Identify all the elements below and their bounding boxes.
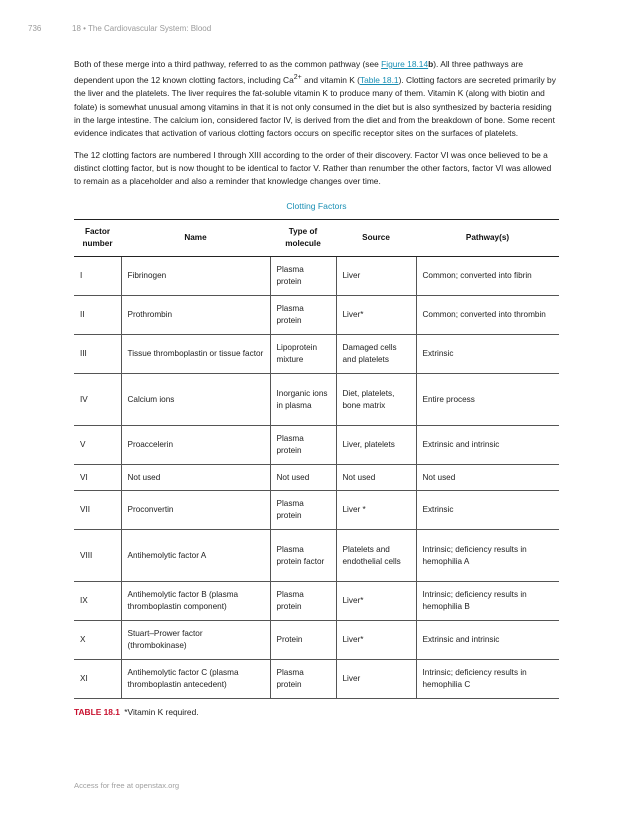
page-number: 736: [28, 24, 42, 33]
cell-type: Lipoprotein mixture: [270, 335, 336, 374]
header-name: Name: [121, 220, 270, 257]
cell-type: Plasma protein: [270, 660, 336, 699]
cell-factor-number: V: [74, 426, 121, 465]
table-caption-text: *Vitamin K required.: [124, 707, 199, 718]
table-caption: [74, 707, 559, 717]
cell-pathway: Intrinsic; deficiency results in hemophilia C: [416, 660, 559, 699]
cell-pathway: Extrinsic: [416, 491, 559, 530]
cell-pathway: Intrinsic; deficiency results in hemophilia A: [416, 530, 559, 582]
table-row: [74, 491, 559, 530]
cell-source: Liver*: [336, 582, 416, 621]
table-row: [74, 660, 559, 699]
cell-source: Damaged cells and platelets: [336, 335, 416, 374]
paragraph-1-text-c: and vitamin K (: [301, 75, 360, 86]
cell-name: Prothrombin: [121, 296, 270, 335]
table-row: [74, 465, 559, 491]
cell-factor-number: I: [74, 257, 121, 296]
cell-factor-number: VIII: [74, 530, 121, 582]
cell-type: Plasma protein: [270, 257, 336, 296]
cell-source: Liver: [336, 257, 416, 296]
cell-name: Proaccelerin: [121, 426, 270, 465]
page-header: [28, 24, 211, 33]
cell-name: Calcium ions: [121, 374, 270, 426]
cell-pathway: Intrinsic; deficiency results in hemophilia B: [416, 582, 559, 621]
header-source: Source: [336, 220, 416, 257]
cell-name: Not used: [121, 465, 270, 491]
cell-source: Liver *: [336, 491, 416, 530]
table-row: [74, 426, 559, 465]
cell-name: Antihemolytic factor B (plasma thromboplastin component): [121, 582, 270, 621]
cell-pathway: Common; converted into thrombin: [416, 296, 559, 335]
table-row: [74, 621, 559, 660]
cell-pathway: Entire process: [416, 374, 559, 426]
figure-18-14-link[interactable]: Figure 18.14: [381, 59, 429, 69]
paragraph-1-text-a: Both of these merge into a third pathway, referred to as the common pathway (see: [74, 59, 382, 69]
cell-source: Diet, platelets, bone matrix: [336, 374, 416, 426]
cell-factor-number: IX: [74, 582, 121, 621]
table-row: [74, 374, 559, 426]
cell-pathway: Extrinsic and intrinsic: [416, 621, 559, 660]
table-row: [74, 530, 559, 582]
cell-type: Plasma protein: [270, 296, 336, 335]
cell-factor-number: X: [74, 621, 121, 660]
cell-type: Inorganic ions in plasma: [270, 374, 336, 426]
paragraph-1-text-b: ). All three pathways are dependent upon the 12 known clotting factors, including Ca: [74, 59, 524, 86]
cell-source: Liver, platelets: [336, 426, 416, 465]
page-content: [74, 58, 559, 717]
cell-name: Antihemolytic factor C (plasma thromboplastin antecedent): [121, 660, 270, 699]
cell-name: Tissue thromboplastin or tissue factor: [121, 335, 270, 374]
paragraph-1: [74, 58, 559, 141]
cell-name: Fibrinogen: [121, 257, 270, 296]
cell-source: Liver*: [336, 621, 416, 660]
table-row: [74, 335, 559, 374]
cell-factor-number: VI: [74, 465, 121, 491]
cell-name: Proconvertin: [121, 491, 270, 530]
cell-pathway: Not used: [416, 465, 559, 491]
cell-pathway: Common; converted into fibrin: [416, 257, 559, 296]
paragraph-1-text-d: ). Clotting factors are secreted primarily by the liver and the platelets. The liver requires the fat-soluble vitamin K to produce many of them. Vitamin K (along with biotin and folate) is somewhat unusual among vitamins in that it is not only consumed in the diet but is also synthesized by bacteria residing in the large intestine. The calcium ion, considered factor IV, is derived from the diet and from the breakdown of bone. Some recent evidence indicates that activation of various clotting factors occurs on specific receptor sites on the surfaces of platelets.: [74, 75, 556, 139]
cell-factor-number: IV: [74, 374, 121, 426]
calcium-charge-superscript: 2+: [293, 74, 302, 82]
cell-name: Antihemolytic factor A: [121, 530, 270, 582]
chapter-title: 18 • The Cardiovascular System: Blood: [72, 24, 212, 33]
cell-type: Plasma protein: [270, 491, 336, 530]
figure-part-b: b: [428, 59, 434, 69]
table-title: Clotting Factors: [286, 201, 347, 212]
table-header-row: [74, 220, 559, 257]
cell-type: Plasma protein: [270, 426, 336, 465]
cell-factor-number: III: [74, 335, 121, 374]
paragraph-2: The 12 clotting factors are numbered I through XIII according to the order of their discovery. Factor VI was once believed to be a distinct clotting factor, but is now thought to be identical to factor V. Rather than renumber the other factors, factor VI was allowed to remain as a placeholder and also a reminder that knowledge changes over time.: [74, 149, 552, 187]
table-row: [74, 582, 559, 621]
header-pathways: Pathway(s): [416, 220, 559, 257]
cell-source: Platelets and endothelial cells: [336, 530, 416, 582]
header-type-of-molecule: Type of molecule: [270, 220, 336, 257]
table-row: [74, 257, 559, 296]
cell-factor-number: VII: [74, 491, 121, 530]
cell-type: Plasma protein: [270, 582, 336, 621]
table-18-1-link[interactable]: Table 18.1: [359, 75, 399, 86]
cell-factor-number: II: [74, 296, 121, 335]
header-factor-number: Factor number: [74, 220, 121, 257]
cell-source: Liver: [336, 660, 416, 699]
page-footer: Access for free at openstax.org: [74, 781, 180, 790]
cell-pathway: Extrinsic: [416, 335, 559, 374]
cell-name: Stuart–Prower factor (thrombokinase): [121, 621, 270, 660]
table-row: [74, 296, 559, 335]
cell-source: Not used: [336, 465, 416, 491]
cell-factor-number: XI: [74, 660, 121, 699]
clotting-factors-table: [74, 219, 559, 699]
cell-source: Liver*: [336, 296, 416, 335]
cell-type: Plasma protein factor: [270, 530, 336, 582]
cell-type: Not used: [270, 465, 336, 491]
table-caption-label: TABLE 18.1: [74, 707, 120, 718]
cell-pathway: Extrinsic and intrinsic: [416, 426, 559, 465]
cell-type: Protein: [270, 621, 336, 660]
